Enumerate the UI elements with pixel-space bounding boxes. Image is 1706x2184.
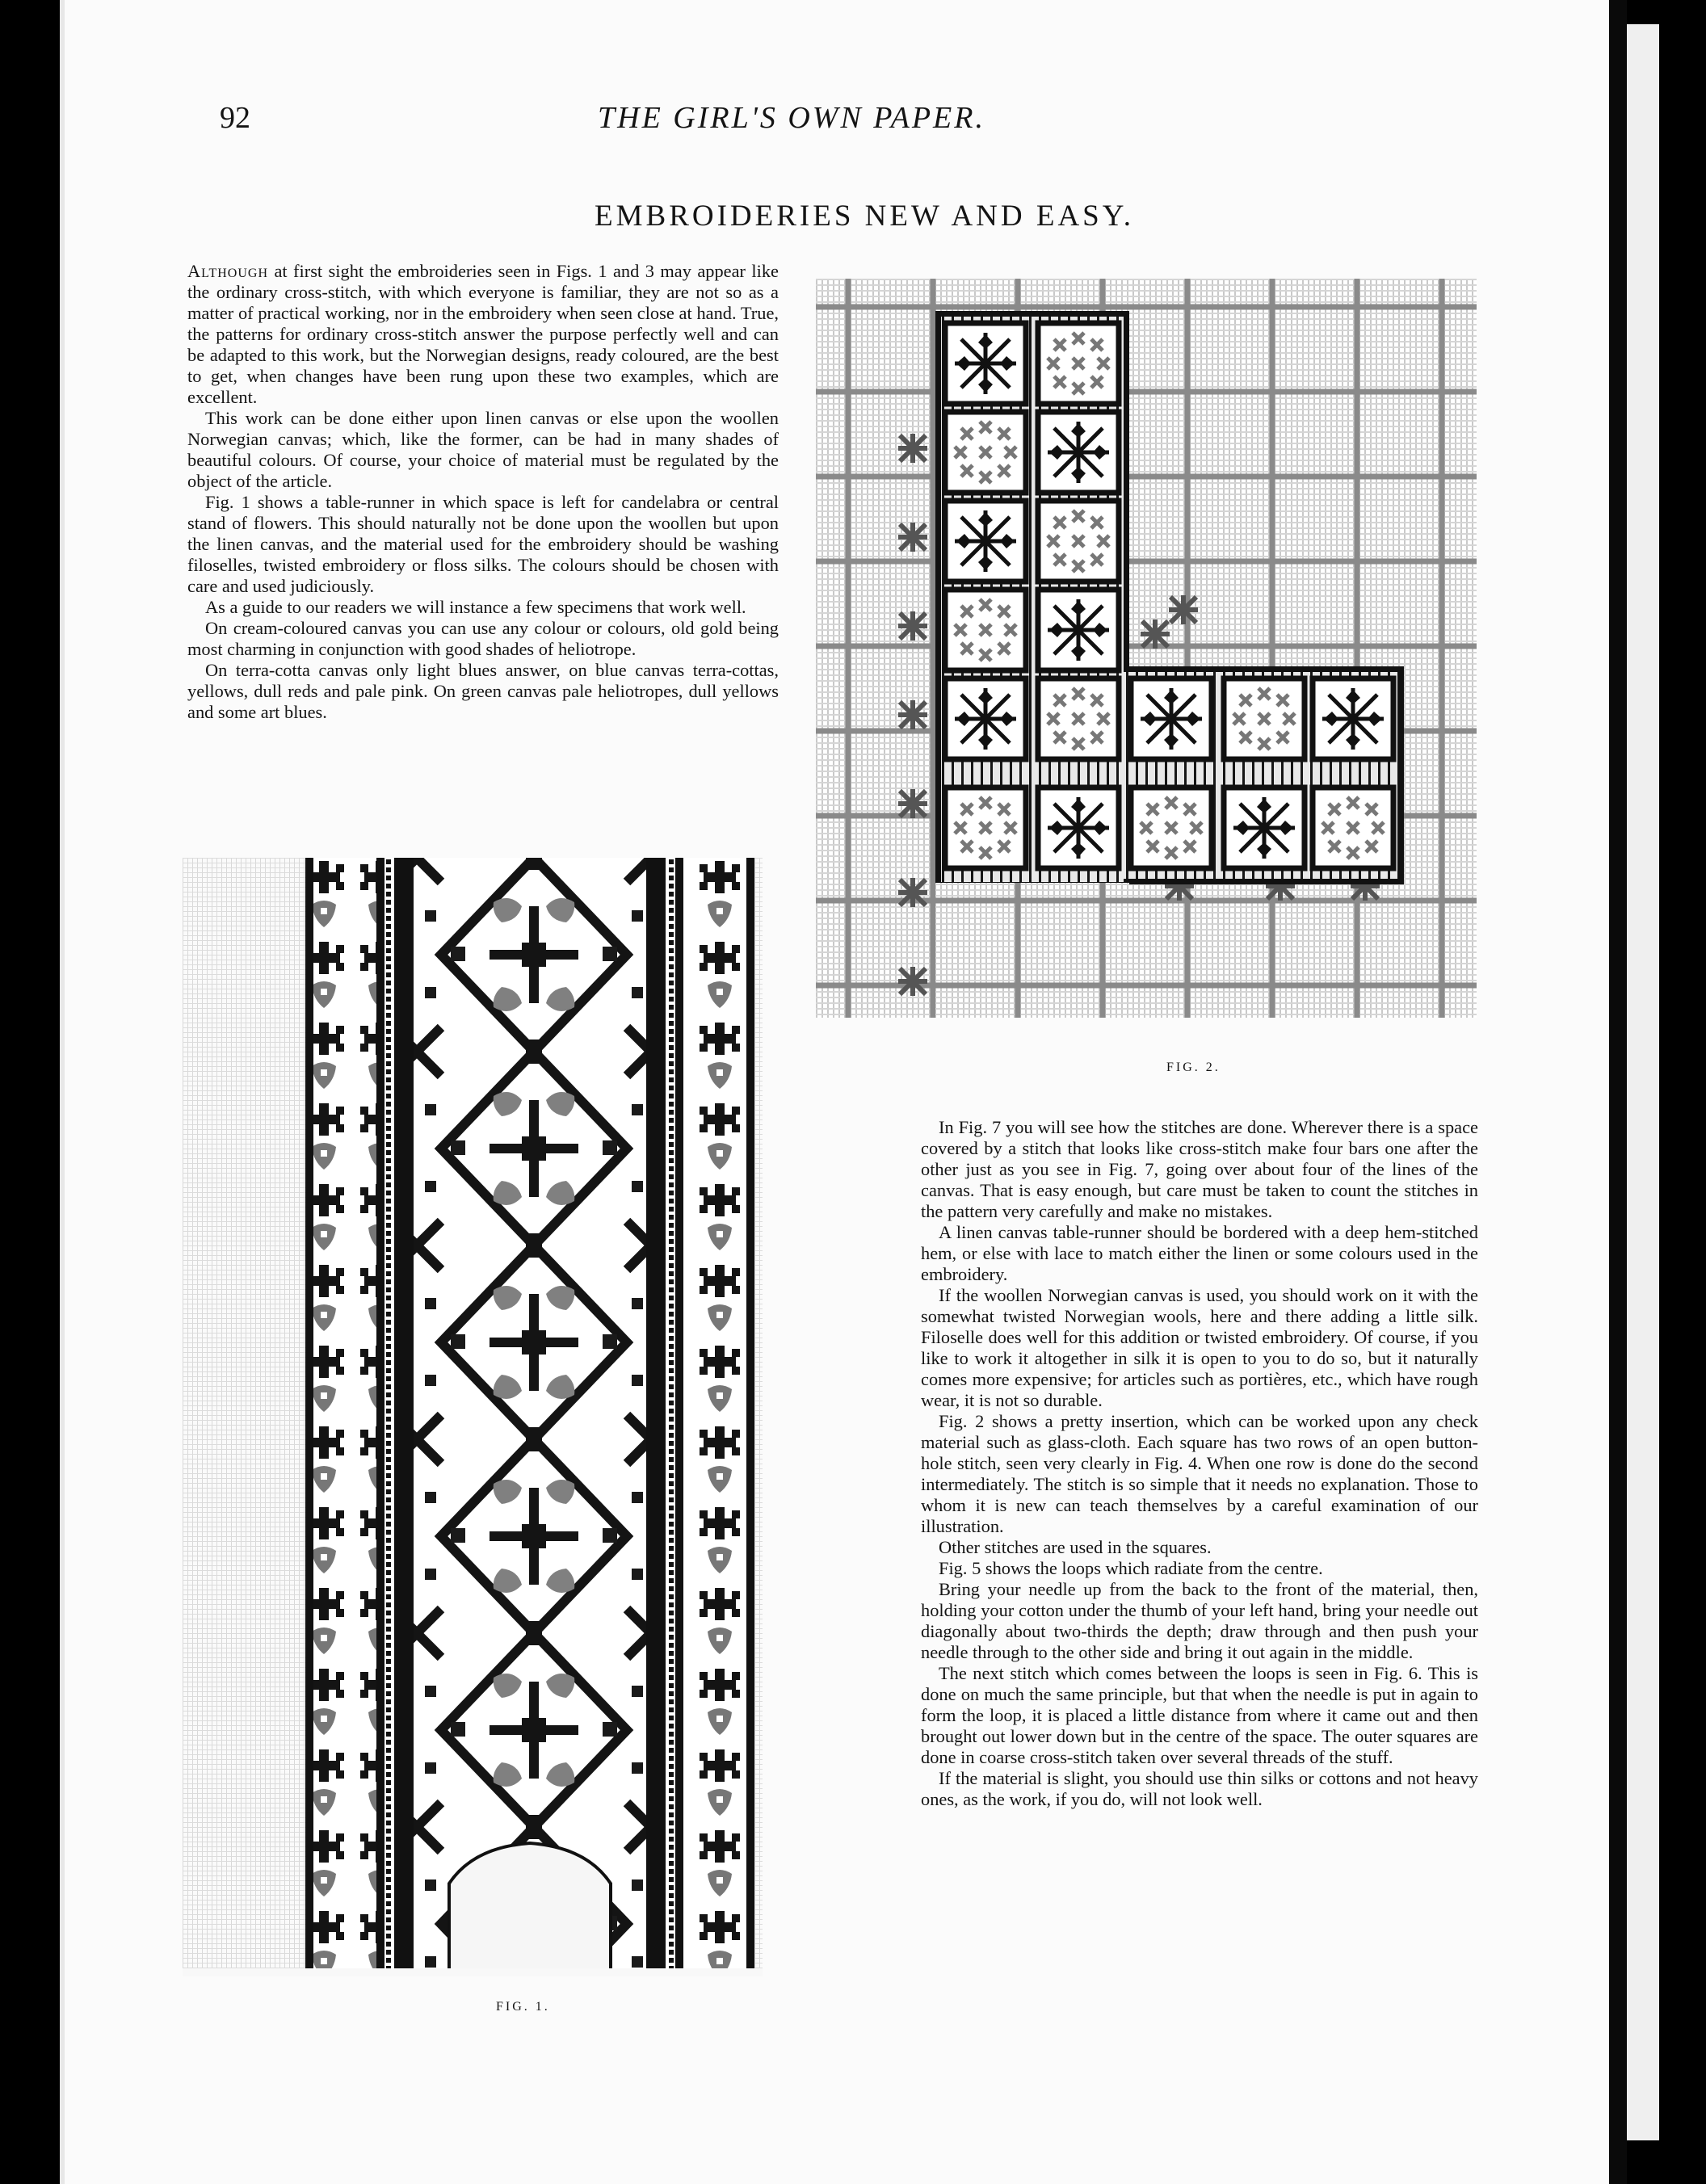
left-column bbox=[187, 261, 779, 723]
page-number: 92 bbox=[220, 101, 250, 135]
article-title: EMBROIDERIES NEW AND EASY. bbox=[595, 200, 1134, 233]
fig2-caption: FIG. 2. bbox=[1166, 1060, 1221, 1074]
paragraph: As a guide to our readers we will instance a few specimens that work well. bbox=[205, 597, 746, 617]
scan-edge bbox=[1609, 0, 1627, 2184]
paragraph: Fig. 2 shows a pretty insertion, which can be worked upon any check material such as glass-cloth. Each square has two rows of an open button-hole stitch, seen very clearly in Fig. 4. When one row is done do the second intermediately. The stitch is so simple that it needs no explanation. Those to whom it is new can teach themselves by a careful examination of our illustration. bbox=[921, 1411, 1478, 1536]
fig2-embroidery-image bbox=[816, 279, 1477, 1038]
paragraph: If the material is slight, you should use thin silks or cottons and not heavy ones, as the work, if you do, will not look well. bbox=[921, 1768, 1478, 1809]
drop-lead: Although bbox=[187, 261, 269, 281]
paragraph: Other stitches are used in the squares. bbox=[939, 1537, 1212, 1557]
paragraph: Although at first sight the embroideries seen in Figs. 1 and 3 may appear like the ordinary cross-stitch, with which everyone is familiar, they are not so as a matter of practical working, nor in the embroidery when seen close at hand. True, the patterns for ordinary cross-stitch answer the purpose perfectly well and can be adapted to this work, but the Norwegian designs, ready coloured, are the best to get, when changes have been rung upon these two examples, which are excellent. bbox=[187, 261, 779, 407]
right-column bbox=[921, 1117, 1478, 1810]
paragraph: Fig. 5 shows the loops which radiate from the centre. bbox=[939, 1558, 1323, 1578]
paragraph: On cream-coloured canvas you can use any colour or colours, old gold being most charming in conjunction with good shades of heliotrope. bbox=[187, 618, 779, 659]
paragraph: A linen canvas table-runner should be bordered with a deep hem-stitched hem, or else with lace to match either the linen or some colours used in the embroidery. bbox=[921, 1222, 1478, 1284]
paragraph: This work can be done either upon linen canvas or else upon the woollen Norwegian canvas; which, like the former, can be had in many shades of beautiful colours. Of course, your choice of material must be regulated by the object of the article. bbox=[187, 408, 779, 491]
paragraph: On terra-cotta canvas only light blues answer, on blue canvas terra-cottas, yellows, dull reds and pale pink. On green canvas pale heliotropes, dull yellows and some art blues. bbox=[187, 660, 779, 722]
fig1-embroidery-image bbox=[183, 858, 763, 1976]
paragraph: The next stitch which comes between the loops is seen in Fig. 6. This is done on much the same principle, but that when the needle is put in again to form the loop, it is placed a little distance from where it came out and then brought out lower down but in the centre of the space. The outer squares are done in coarse cross-stitch taken over several threads of the stuff. bbox=[921, 1663, 1478, 1767]
running-title: THE GIRL'S OWN PAPER. bbox=[598, 101, 985, 135]
fig1-caption: FIG. 1. bbox=[496, 2000, 550, 2014]
next-page-edge bbox=[1627, 24, 1659, 2140]
paragraph: In Fig. 7 you will see how the stitches are done. Wherever there is a space covered by a stitch that looks like cross-stitch make four bars one after the other just as you see in Fig. 7, going over about four of the lines of the canvas. That is easy enough, but care must be taken to count the stitches in the pattern very carefully and make no mistakes. bbox=[921, 1117, 1478, 1221]
paragraph: If the woollen Norwegian canvas is used, you should work on it with the somewhat twisted Norwegian wools, here and there adding a little silk. Filoselle does well for this addition or twisted embroidery. Of course, if you like to work it altogether in silk it is open to you to do so, but it naturally comes more expensive; for articles such as portières, etc., which have rough wear, it is not so durable. bbox=[921, 1285, 1478, 1410]
paragraph: Fig. 1 shows a table-runner in which space is left for candelabra or central stand of flowers. This should naturally not be done upon the woollen but upon the linen canvas, and the material used for the embroidery should be washing filoselles, twisted embroidery or floss silks. The colours should be chosen with care and used judiciously. bbox=[187, 492, 779, 596]
scan-background bbox=[1659, 0, 1706, 2184]
paragraph: Bring your needle up from the back to the front of the material, then, holding your cotton under the thumb of your left hand, bring your needle out diagonally about two-thirds the depth; draw through and then push your needle through to the other side and bring it out again in the middle. bbox=[921, 1579, 1478, 1662]
